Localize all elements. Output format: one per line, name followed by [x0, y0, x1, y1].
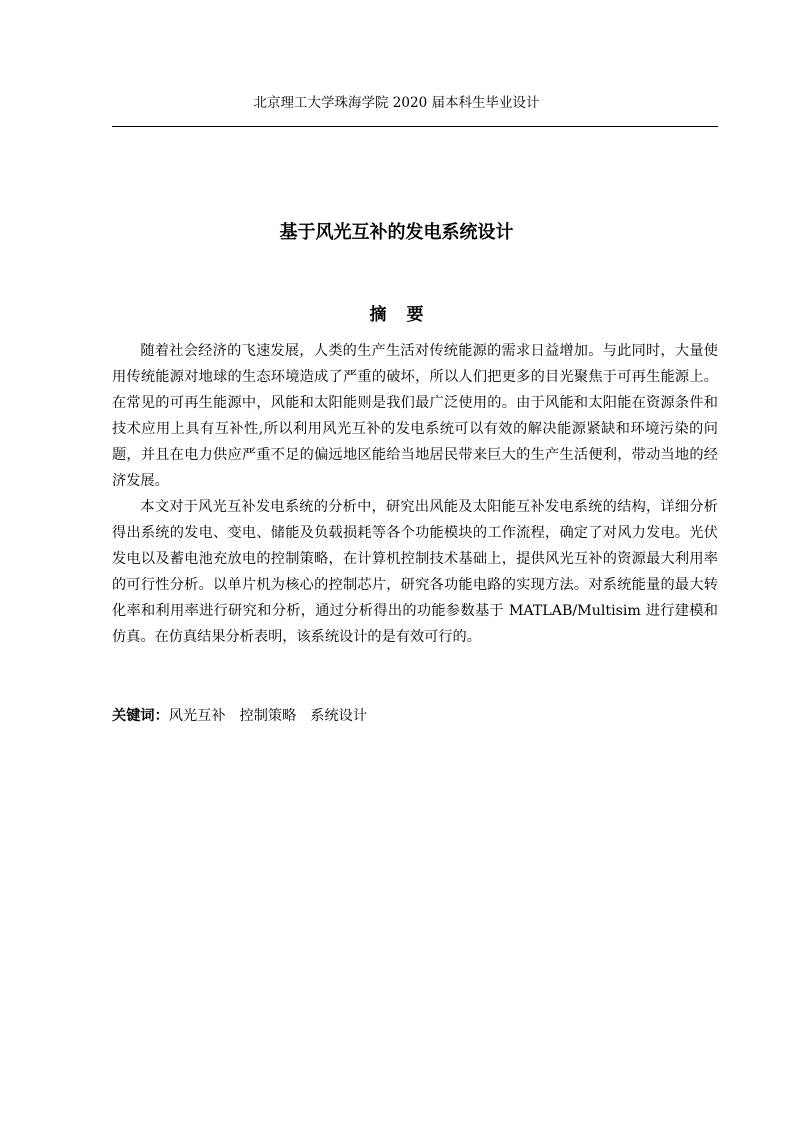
keywords-label: 关键词：	[112, 708, 169, 724]
abstract-body	[112, 338, 718, 650]
running-header: 北京理工大学珠海学院 2020 届本科生毕业设计	[253, 95, 540, 111]
header-divider	[112, 126, 718, 127]
keyword-item: 控制策略	[239, 708, 297, 724]
keyword-item: 系统设计	[310, 708, 368, 724]
abstract-heading: 摘要	[369, 305, 444, 325]
keyword-item: 风光互补	[168, 708, 226, 724]
abstract-paragraph-2: 本文对于风光互补发电系统的分析中，研究出风能及太阳能互补发电系统的结构，详细分析得出系统的发电、变电、储能及负载损耗等各个功能模块的工作流程，确定了对风力发电。光伏发电以及蓄电池充放电的控制策略，在计算机控制技术基础上，提供风光互补的资源最大利用率的可行性分析。以单片机为核心的控制芯片，研究各功能电路的实现方法。对系统能量的最大转化率和利用率进行研究和分析，通过分析得出的功能参数基于 MATLAB/Multisim 进行建模和仿真。在仿真结果分析表明，该系统设计的是有效可行的。	[112, 499, 718, 645]
keywords-line	[112, 703, 718, 729]
document-title: 基于风光互补的发电系统设计	[279, 222, 514, 243]
abstract-paragraph-1: 随着社会经济的飞速发展，人类的生产生活对传统能源的需求日益增加。与此同时，大量使用传统能源对地球的生态环境造成了严重的破坏，所以人们把更多的目光聚焦于可再生能源上。在常见的可再生能源中，风能和太阳能则是我们最广泛使用的。由于风能和太阳能在资源条件和技术应用上具有互补性,所以利用风光互补的发电系统可以有效的解决能源紧缺和环境污染的问题，并且在电力供应严重不足的偏远地区能给当地居民带来巨大的生产生活便利，带动当地的经济发展。	[112, 343, 718, 489]
